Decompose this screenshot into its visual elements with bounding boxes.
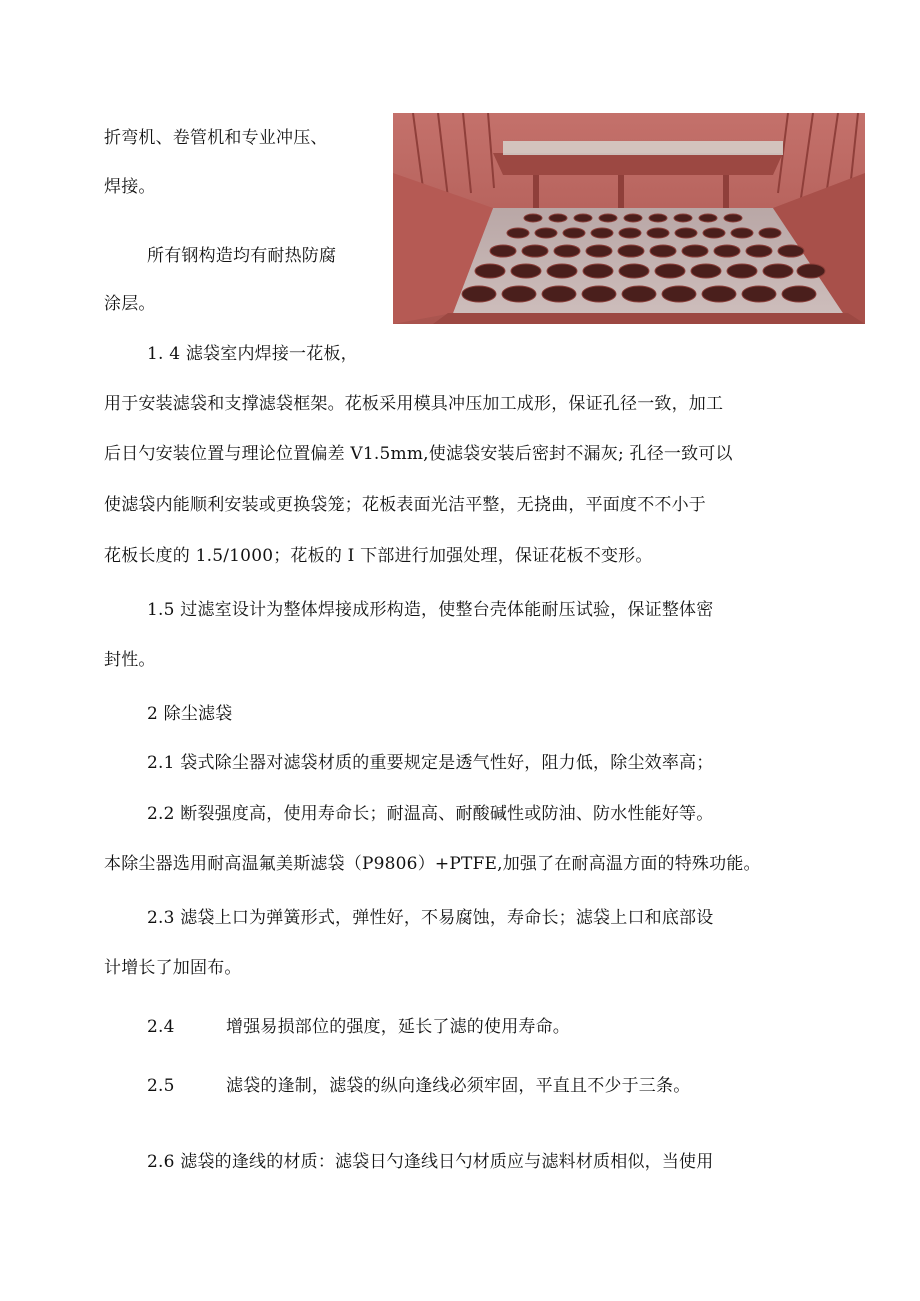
- paragraph-line: 1.5 过滤室设计为整体焊接成形构造，使整台壳体能耐压试验，保证整体密: [147, 600, 714, 620]
- paragraph-line: 所有钢构造均有耐热防腐: [147, 246, 337, 266]
- paragraph-line: 2.2 断裂强度高，使用寿命长；耐温高、耐酸碱性或防油、防水性能好等。: [147, 804, 714, 824]
- filter-plate-photo: [393, 113, 865, 324]
- filter-plate-illustration: [393, 113, 865, 324]
- paragraph-line: 焊接。: [104, 177, 156, 197]
- paragraph-line: 涂层。: [104, 294, 156, 314]
- paragraph-line: 2.1 袋式除尘器对滤袋材质的重要规定是透气性好，阻力低，除尘效率高；: [147, 753, 714, 773]
- paragraph-line: 本除尘器选用耐高温氟美斯滤袋（P9806）+PTFE,加强了在耐高温方面的特殊功能。: [104, 854, 761, 874]
- paragraph-line: 增强易损部位的强度，延长了滤的使用寿命。: [226, 1017, 570, 1037]
- paragraph-line: 2.6 滤袋的逢线的材质：滤袋日勺逢线日勺材质应与滤料材质相似，当使用: [147, 1152, 714, 1172]
- paragraph-line: 用于安装滤袋和支撑滤袋框架。花板采用模具冲压加工成形，保证孔径一致，加工: [104, 394, 724, 414]
- item-number: 2.5: [147, 1076, 175, 1096]
- paragraph-line: 使滤袋内能顺利安装或更换袋笼；花板表面光洁平整，无挠曲，平面度不不小于: [104, 495, 706, 515]
- paragraph-line: 花板长度的 1.5/1000；花板的 I 下部进行加强处理，保证花板不变形。: [104, 546, 653, 566]
- paragraph-line: 计增长了加固布。: [104, 958, 242, 978]
- paragraph-line: 折弯机、卷管机和专业冲压、: [104, 128, 328, 148]
- paragraph-line: 封性。: [104, 650, 156, 670]
- paragraph-line: 滤袋的逢制，滤袋的纵向逢线必须牢固，平直且不少于三条。: [226, 1076, 691, 1096]
- paragraph-line: 2.3 滤袋上口为弹簧形式，弹性好，不易腐蚀，寿命长；滤袋上口和底部设: [147, 908, 714, 928]
- section-heading: 1. 4 滤袋室内焊接一花板，: [147, 344, 358, 364]
- paragraph-line: 后日勺安装位置与理论位置偏差 V1.5mm,使滤袋安装后密封不漏灰; 孔径一致可以: [104, 444, 733, 464]
- item-number: 2.4: [147, 1017, 175, 1037]
- section-heading: 2 除尘滤袋: [147, 704, 233, 724]
